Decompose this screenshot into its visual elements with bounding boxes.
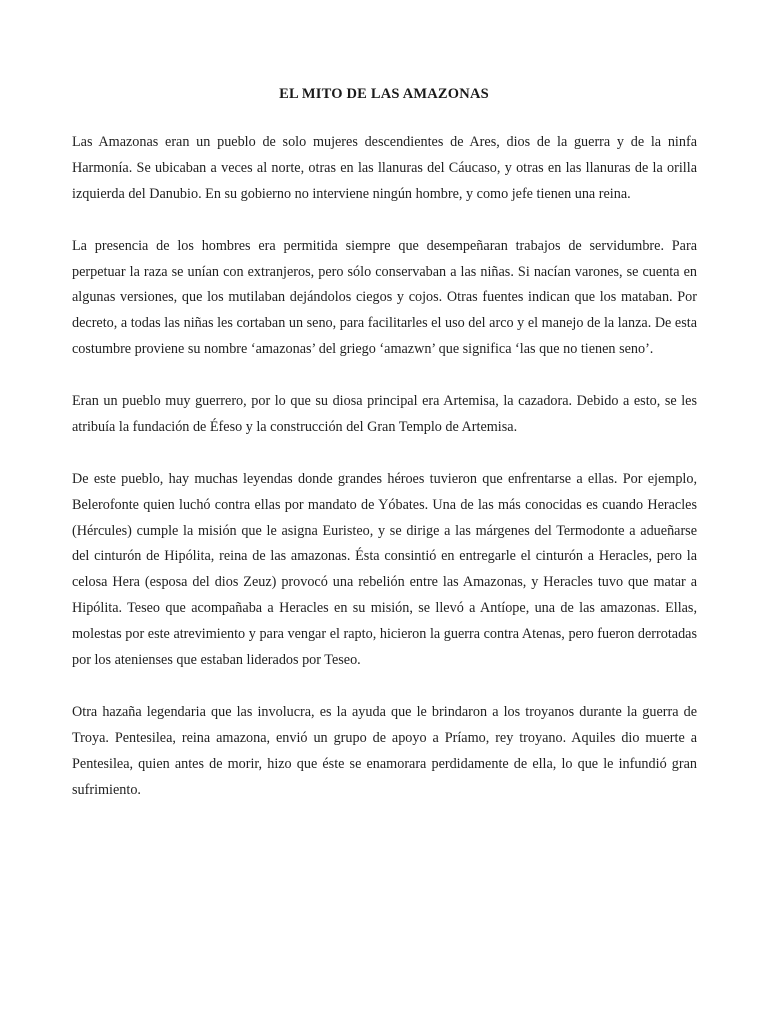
paragraph-1: Las Amazonas eran un pueblo de solo mujeres descendientes de Ares, dios de la guerra y de la ninfa Harmonía. Se ubicaban a veces al norte, otras en las llanuras del Cáucaso, y otras en las llanuras de la orilla izquierda del Danubio. En su gobierno no interviene ningún hombre, y como jefe tienen una reina. xyxy=(72,134,697,202)
paragraph-2: La presencia de los hombres era permitida siempre que desempeñaran trabajos de servidumbre. Para perpetuar la raza se unían con extranjeros, pero sólo conservaban a las niñas. Si nacían varones, se cuenta en algunas versiones, que los mutilaban dejándolos ciegos y cojos. Otras fuentes indican que los mataban. Por decreto, a todas las niñas les cortaban un seno, para facilitarles el uso del arco y el manejo de la lanza. De esta costumbre proviene su nombre ‘amazonas’ del griego ‘amazwn’ que significa ‘las que no tienen seno’. xyxy=(72,237,697,358)
paragraph-3: Eran un pueblo muy guerrero, por lo que su diosa principal era Artemisa, la cazadora. Debido a esto, se les atribuía la fundación de Éfeso y la construcción del Gran Templo de Artemisa. xyxy=(72,393,697,435)
document-title: EL MITO DE LAS AMAZONAS xyxy=(279,86,489,102)
document-body xyxy=(72,130,697,829)
paragraph-4: De este pueblo, hay muchas leyendas donde grandes héroes tuvieron que enfrentarse a ellas. Por ejemplo, Belerofonte quien luchó contra ellas por mandato de Yóbates. Una de las más conocidas es cuando Heracles (Hércules) cumple la misión que le asigna Euristeo, y se dirige a las márgenes del Termodonte a adueñarse del cinturón de Hipólita, reina de las amazonas. Ésta consintió en entregarle el cinturón a Heracles, pero la celosa Hera (esposa del dios Zeuz) provocó una rebelión entre las Amazonas, y Heracles tuvo que matar a Hipólita. Teseo que acompañaba a Heracles en su misión, se llevó a Antíope, una de las amazonas. Ellas, molestas por este atrevimiento y para vengar el rapto, hicieron la guerra contra Atenas, pero fueron derrotadas por los atenienses que estaban liderados por Teseo. xyxy=(72,470,697,669)
paragraph-5: Otra hazaña legendaria que las involucra, es la ayuda que le brindaron a los troyanos durante la guerra de Troya. Pentesilea, reina amazona, envió un grupo de apoyo a Príamo, rey troyano. Aquiles dio muerte a Pentesilea, quien antes de morir, hizo que éste se enamorara perdidamente de ella, lo que le infundió gran sufrimiento. xyxy=(72,703,697,798)
